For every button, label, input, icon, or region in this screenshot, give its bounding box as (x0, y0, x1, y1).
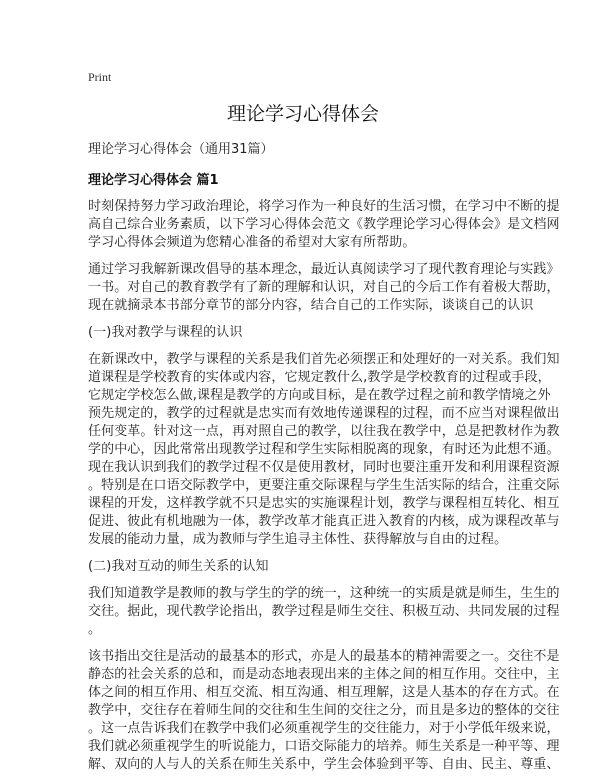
paragraph (88, 324, 518, 342)
paragraph-line: (一)我对教学与课程的认识 (88, 325, 243, 340)
paragraph-line: 学的中心，因此常常出现教学过程和学生实际相脱离的现象，有时还为此想不通。 (88, 442, 560, 457)
paragraph-line: 该书指出交往是活动的最基本的形式，亦是人的最基本的精神需要之一。交往不是 (88, 649, 560, 664)
paragraph-line: (二)我对互动的师生关系的认知 (88, 559, 269, 574)
section-heading: 理论学习心得体会 篇1 (88, 173, 219, 188)
paragraph-line: 。 (88, 622, 102, 637)
paragraph-line: 现在我认识到我们的教学过程不仅是使用教材，同时也要注重开发和利用课程资源 (88, 460, 560, 475)
paragraph-line: 交往。据此，现代教学论指出，教学过程是师生交往、积极互动、共同发展的过程 (88, 604, 560, 619)
document-body (88, 198, 560, 774)
paragraph-line: 在新课改中，教学与课程的关系是我们首先必须摆正和处理好的一对关系。我们知 (88, 352, 560, 367)
paragraph-line: 高自己综合业务素质，以下学习心得体会范文《教学理论学习心得体会》是文档网 (88, 217, 560, 232)
paragraph-line: 静态的社会关系的总和，而是动态地表现出来的主体之间的相互作用。交往中，主 (88, 667, 560, 682)
paragraph-line: 。特别是在口语交际教学中，更要注重交际课程与学生生活实际的结合，注重交际 (88, 478, 560, 493)
paragraph (88, 585, 560, 639)
paragraph-line: 道课程是学校教育的实体或内容，它规定教什么,教学是学校教育的过程或手段， (88, 370, 551, 385)
paragraph (88, 648, 560, 774)
paragraph-line: 一书。对自己的教育教学有了新的理解和认识，对自己的今后工作有着极大帮助， (88, 280, 560, 295)
paragraph-line: 通过学习我解新课改倡导的基本理念，最近认真阅读学习了现代教育理论与实践》 (88, 262, 560, 277)
paragraph-line: 任何变革。针对这一点，再对照自己的教学，以往我在教学中，总是把教材作为教 (88, 424, 560, 439)
paragraph-line: 课程的开发，这样教学就不只是忠实的实施课程计划，教学与课程相互转化、相互 (88, 496, 560, 511)
paragraph-line: 时刻保持努力学习政治理论，将学习作为一种良好的生活习惯，在学习中不断的提 (88, 199, 560, 214)
paragraph-line: 。这一点告诉我们在教学中我们必须重视学生的交往能力，对于小学低年级来说， (88, 721, 560, 736)
paragraph-line: 促进、彼此有机地融为一体，教学改革才能真正进入教育的内核，成为课程改革与 (88, 514, 560, 529)
paragraph (88, 558, 518, 576)
paragraph-line: 我们知道教学是教师的教与学生的学的统一，这种统一的实质是就是师生，生生的 (88, 586, 560, 601)
paragraph-line: 体之间的相互作用、相互交流、相互沟通、相互理解，这是人基本的存在方式。在 (88, 685, 560, 700)
paragraph-line: 它规定学校怎么做,课程是教学的方向或目标，是在教学过程之前和教学情境之外 (88, 388, 551, 403)
paragraph (88, 351, 560, 549)
paragraph-line: 教学中，交往存在着师生间的交往和生生间的交往之分，而且是多边的整体的交往 (88, 703, 560, 718)
paragraph-line: 学习心得体会频道为您精心准备的希望对大家有所帮助。 (88, 235, 416, 250)
document-subtitle: 理论学习心得体会（通用31篇） (88, 142, 274, 157)
paragraph-line: 发展的能动力量，成为教师与学生追寻主体性、获得解放与自由的过程。 (88, 532, 508, 547)
paragraph-line: 现在就摘录本书部分章节的部分内容，结合自己的工作实际，谈谈自己的认识 (88, 298, 534, 313)
paragraph (88, 198, 560, 252)
paragraph (88, 261, 560, 315)
print-label: Print (88, 70, 112, 84)
paragraph-line: 我们就必须重视学生的听说能力，口语交际能力的培养。师生关系是一种平等、理 (88, 739, 560, 754)
paragraph-line: 预先规定的，教学的过程就是忠实而有效地传递课程的过程，而不应当对课程做出 (88, 406, 560, 421)
paragraph-line: 解、双向的人与人的关系在师生关系中，学生会体验到平等、自由、民主、尊重、 (88, 757, 560, 772)
document-title: 理论学习心得体会 (226, 103, 379, 125)
document-page (88, 70, 560, 783)
